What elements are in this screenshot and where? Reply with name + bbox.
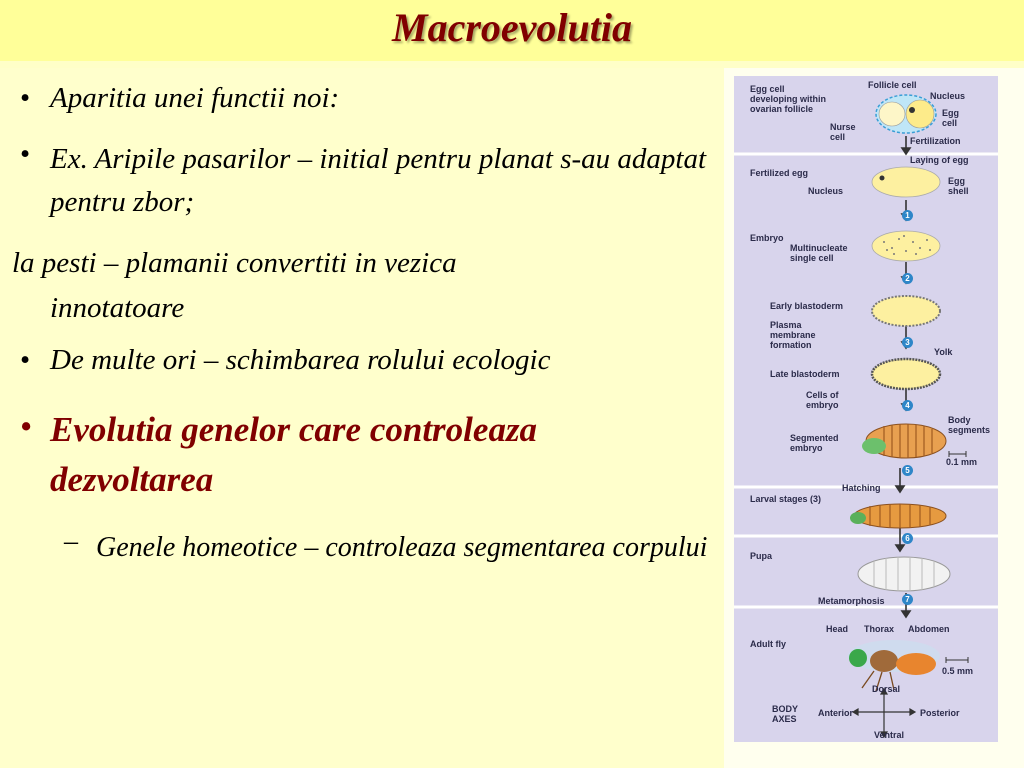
label-nucleus-top: Nucleus [930, 91, 966, 101]
label-metamorphosis: Metamorphosis [818, 596, 885, 606]
label-dorsal: Dorsal [872, 684, 901, 694]
label-egg-cell: Egg cell developing within ovarian follicle [750, 84, 826, 114]
label-abdomen: Abdomen [908, 624, 950, 634]
step-marker: 7 [902, 594, 913, 605]
drosophila-development-figure [734, 76, 998, 742]
bullet-marker: • [20, 82, 31, 114]
bullet-marker: • [20, 407, 33, 446]
label-body-axes: BODY AXES [772, 704, 799, 724]
label-posterior: Posterior [920, 708, 960, 718]
label-larval-stages: Larval stages (3) [750, 494, 822, 504]
label-head: Head [826, 624, 849, 634]
bullet-bird-wings: Ex. Aripile pasarilor – initial pentru planat s-au adaptat pentru zbor; [50, 143, 706, 218]
label-scale-large: 0.5 mm [942, 666, 974, 676]
label-anterior: Anterior [818, 708, 854, 718]
label-egg-shell: Egg shell [948, 176, 969, 196]
label-yolk: Yolk [934, 347, 953, 357]
fish-lungs-continuation: innotatoare [50, 292, 185, 324]
label-segmented-embryo: Segmented embryo [790, 433, 839, 453]
sub-bullet-dash: – [64, 526, 78, 557]
label-laying-of-egg: Laying of egg [910, 155, 969, 165]
label-cells-of-embryo: Cells of embryo [806, 390, 839, 410]
label-hatching: Hatching [842, 483, 881, 493]
step-marker: 1 [902, 210, 913, 221]
step-marker: 5 [902, 465, 913, 476]
label-body-segments: Body segments [948, 415, 991, 435]
label-scale-small: 0.1 mm [946, 457, 978, 467]
label-multinucleate: Multinucleate single cell [790, 243, 848, 263]
fish-lungs-text: la pesti – plamanii convertiti in vezica [12, 247, 457, 279]
step-marker: 4 [902, 400, 913, 411]
label-ventral: Ventral [874, 730, 905, 740]
bullet-ecological-role: De multe ori – schimbarea rolului ecologic [50, 344, 551, 376]
sub-bullet-homeotic-genes: Genele homeotice – controleaza segmentarea corpului [96, 532, 708, 563]
bullet-marker: • [20, 138, 31, 170]
label-fertilized-egg: Fertilized egg [750, 168, 809, 178]
label-follicle-cell: Follicle cell [868, 80, 917, 90]
step-marker: 6 [902, 533, 913, 544]
label-pupa: Pupa [750, 551, 773, 561]
label-nucleus: Nucleus [808, 186, 844, 196]
label-embryo: Embryo [750, 233, 784, 243]
label-late-blastoderm: Late blastoderm [770, 369, 840, 379]
fish-lungs-line [12, 241, 672, 331]
label-nurse-cell: Nurse cell [830, 122, 856, 142]
bullet-developmental-genes: Evolutia genelor care controleaza dezvoltarea [50, 410, 538, 499]
label-egg-cell-small: Egg cell [942, 108, 959, 128]
step-marker: 2 [902, 273, 913, 284]
step-marker: 3 [902, 337, 913, 348]
label-thorax: Thorax [864, 624, 895, 634]
slide-title: Macroevolutia [392, 5, 632, 50]
bullet-new-functions: Aparitia unei functii noi: [50, 82, 340, 114]
label-plasma-membrane: Plasma membrane formation [770, 320, 816, 350]
label-early-blastoderm: Early blastoderm [770, 301, 844, 311]
label-adult-fly: Adult fly [750, 639, 786, 649]
bullet-marker: • [20, 344, 31, 376]
label-fertilization: Fertilization [910, 136, 961, 146]
